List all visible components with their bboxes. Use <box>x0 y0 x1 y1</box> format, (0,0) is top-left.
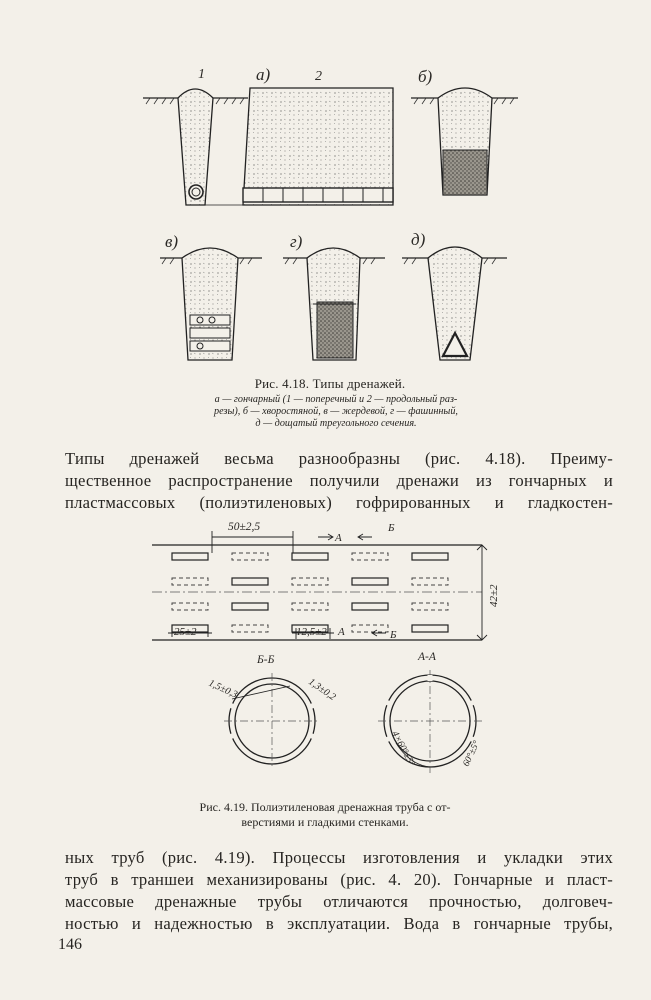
label-a: а) <box>256 65 271 84</box>
label-2: 2 <box>315 69 322 84</box>
section-a-bottom: А <box>338 626 345 638</box>
dim-bottom-left: 25±2 <box>174 626 197 638</box>
section-b-top: Б <box>388 522 395 534</box>
trench-b <box>411 88 518 195</box>
paragraph-2-line: ных труб (рис. 4.19). Процессы изготовления и укладки этих <box>65 848 613 867</box>
dim-bottom-mid: 12,5±2 <box>296 626 327 638</box>
legend-line-1: а — гончарный (1 — поперечный и 2 — продольный раз- <box>214 394 458 405</box>
paragraph-1-line: щественное распространение получили дренажи из гончарных и <box>65 471 613 490</box>
figure-4-18-legend <box>160 394 512 430</box>
section-a-top: А <box>335 532 342 544</box>
section-b-bottom: Б <box>390 629 397 641</box>
paragraph-1 <box>65 448 613 514</box>
legend-line-3: д — дощатый треугольного сечения. <box>255 418 417 429</box>
paragraph-2-line: массовые дренажные трубы отличаются прочностью, долговеч- <box>65 892 613 911</box>
trench-v <box>160 248 262 360</box>
trench-g <box>283 248 385 360</box>
paragraph-2-line: труб в траншеи механизированы (рис. 4. 20). Гончарные и пласт- <box>65 870 613 889</box>
label-b: б) <box>418 67 433 86</box>
angle-left: 4×60°±5° <box>389 729 417 769</box>
section-bb-title: Б-Б <box>257 654 275 666</box>
caption-line-2: верстиями и гладкими стенками. <box>241 815 409 829</box>
legend-line-2: резы), б — хворостяной, в — жердевой, г — фашинный, <box>214 406 458 417</box>
longitudinal-section <box>203 88 393 205</box>
paragraph-2-line: ностью и надежностью в эксплуатации. Вода в гончарные трубы, <box>65 914 613 933</box>
label-1: 1 <box>198 67 205 82</box>
section-bb-ring <box>224 673 320 769</box>
dim-right: 42±2 <box>488 584 500 607</box>
label-g: г) <box>290 232 303 251</box>
dim-bb-right: 1,3±0,2 <box>306 676 338 703</box>
label-d: д) <box>411 230 426 249</box>
caption-line-1: Рис. 4.19. Полиэтиленовая дренажная труба с от- <box>199 800 451 814</box>
trench-d <box>402 247 507 360</box>
paragraph-2 <box>65 847 613 935</box>
trench-1-cross-section <box>143 89 248 205</box>
paragraph-1-line: пластмассовых (полиэтиленовых) гофрированных и гладкостен- <box>65 493 613 512</box>
figure-4-18-drawing <box>0 0 651 380</box>
figure-4-19-caption <box>150 800 500 830</box>
paragraph-1-line: Типы дренажей весьма разнообразны (рис. 4.18). Преиму- <box>65 449 613 468</box>
dim-bb-left: 1,5±0,3 <box>206 677 240 701</box>
figure-4-19-drawing <box>0 515 651 795</box>
page-number: 146 <box>58 936 82 953</box>
figure-4-18-title: Рис. 4.18. Типы дренажей. <box>254 376 406 391</box>
section-aa-title: А-А <box>418 651 436 663</box>
dim-top: 50±2,5 <box>228 521 261 533</box>
label-v: в) <box>165 232 179 251</box>
angle-right: 60°±5° <box>461 739 483 769</box>
